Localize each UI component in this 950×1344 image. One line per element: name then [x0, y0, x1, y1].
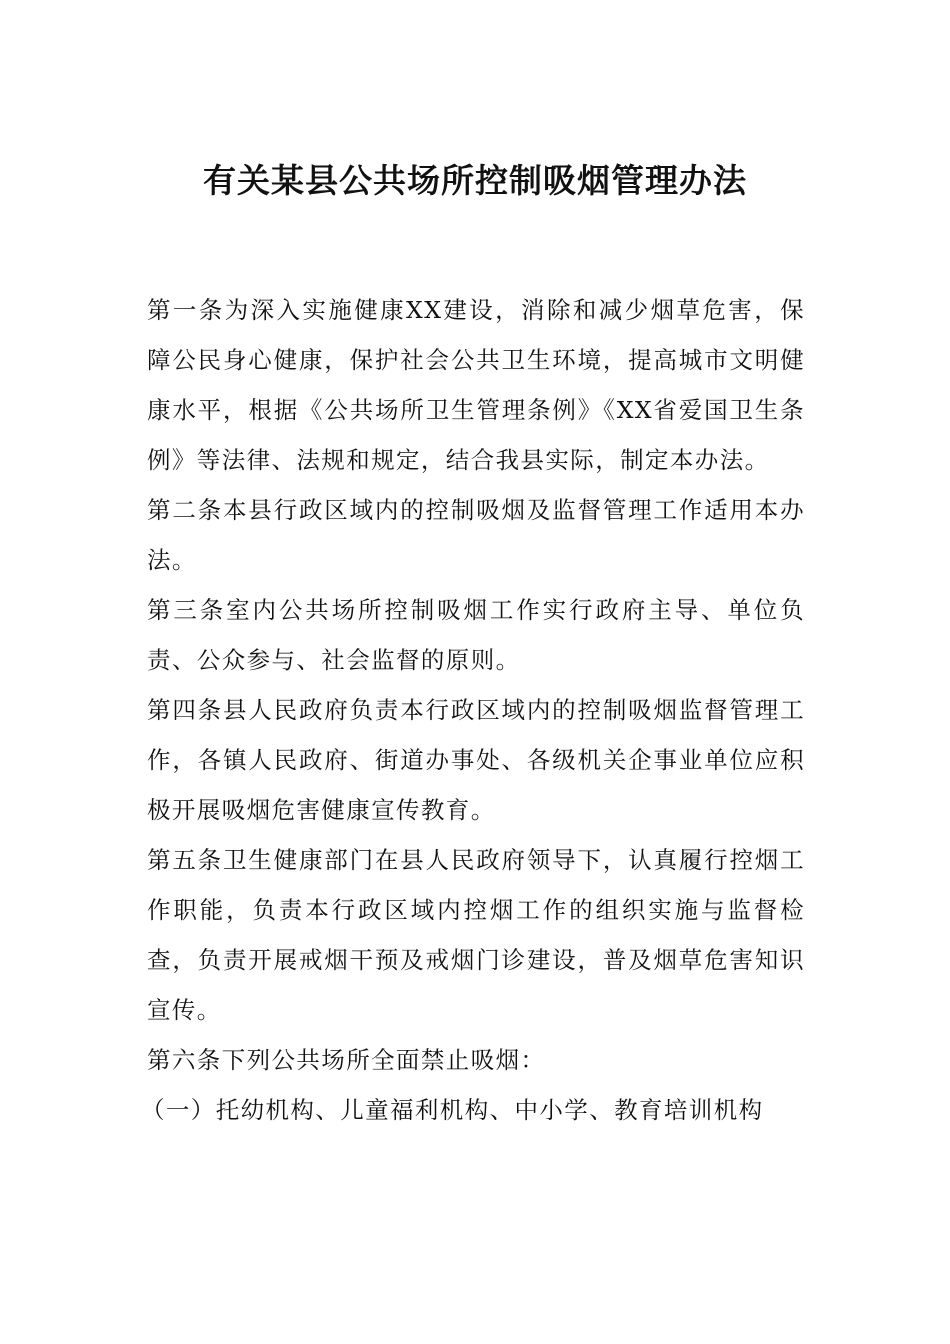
- article-6-item-1: （一）托幼机构、儿童福利机构、中小学、教育培训机构: [141, 1096, 764, 1124]
- document-body: [141, 285, 805, 1135]
- article-2-paragraph: 第二条本县行政区域内的控制吸烟及监督管理工作适用本办法。: [147, 496, 805, 574]
- article-5-paragraph: 第五条卫生健康部门在县人民政府领导下，认真履行控烟工作职能，负责本行政区域内控烟工作的组织实施与监督检查，负责开展戒烟干预及戒烟门诊建设，普及烟草危害知识宣传。: [147, 846, 805, 1024]
- article-1-paragraph: 第一条为深入实施健康XX建设，消除和减少烟草危害，保障公民身心健康，保护社会公共卫生环境，提高城市文明健康水平，根据《公共场所卫生管理条例》《XX省爱国卫生条例》等法律、法规和规定，结合我县实际，制定本办法。: [147, 296, 805, 474]
- article-6-paragraph: 第六条下列公共场所全面禁止吸烟：: [147, 1046, 546, 1074]
- document-title: 有关某县公共场所控制吸烟管理办法: [203, 161, 747, 200]
- article-3-paragraph: 第三条室内公共场所控制吸烟工作实行政府主导、单位负责、公众参与、社会监督的原则。: [147, 596, 805, 674]
- article-4-paragraph: 第四条县人民政府负责本行政区域内的控制吸烟监督管理工作，各镇人民政府、街道办事处、各级机关企事业单位应积极开展吸烟危害健康宣传教育。: [147, 696, 805, 824]
